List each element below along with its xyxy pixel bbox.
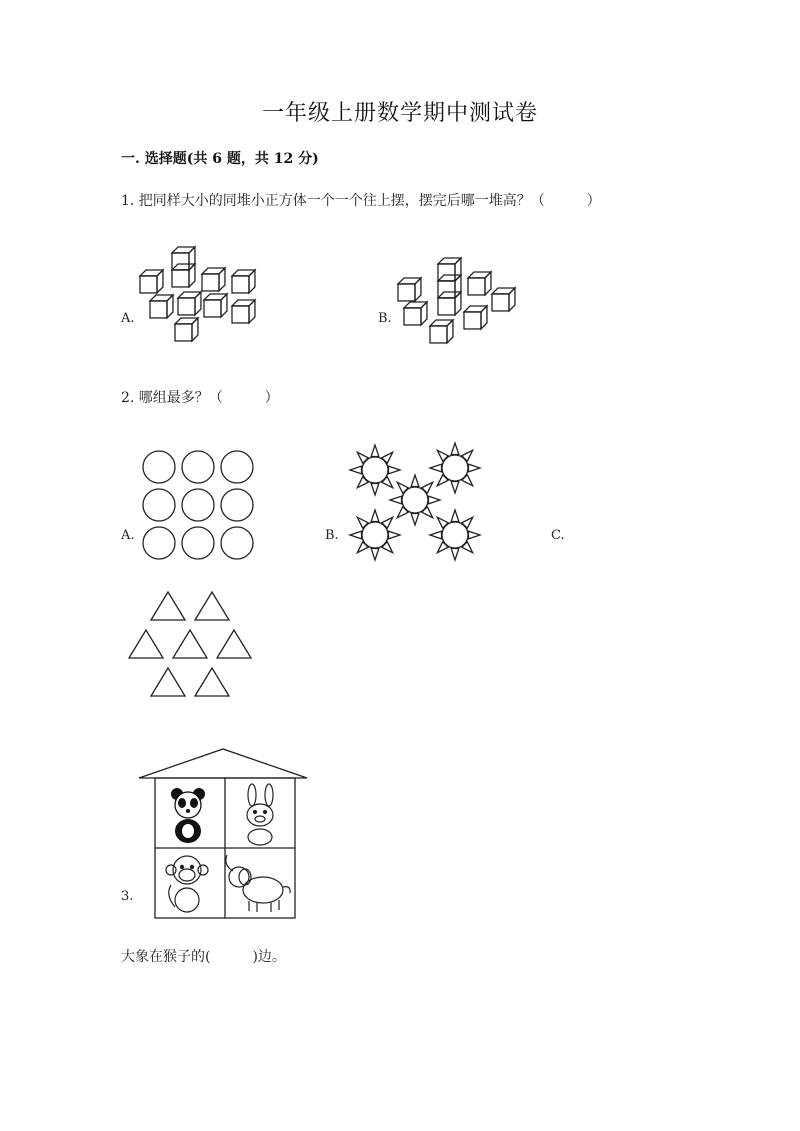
- question-2-option-c-label: C.: [551, 528, 565, 543]
- question-3-number: 3.: [121, 889, 134, 904]
- house-roof: [139, 749, 307, 778]
- monkey-icon: [166, 856, 208, 912]
- triangle-icon: [151, 592, 185, 620]
- cube-pile-a-figure: [130, 240, 270, 340]
- triangle-icon: [151, 668, 185, 696]
- animal-house-figure: [135, 745, 310, 920]
- cube-icon: [468, 272, 491, 295]
- circle-icon: [221, 489, 253, 521]
- circle-icon: [182, 489, 214, 521]
- section-heading: 一. 选择题(共 6 题，共 12 分): [121, 151, 319, 167]
- circle-icon: [143, 527, 175, 559]
- cube-icon: [150, 295, 173, 318]
- page-title: 一年级上册数学期中测试卷: [261, 101, 538, 126]
- sun-icon: [430, 443, 480, 493]
- question-1-option-a-label: A.: [121, 311, 135, 326]
- sun-icon: [430, 510, 480, 560]
- cube-icon: [140, 270, 163, 293]
- triangle-icon: [195, 592, 229, 620]
- circle-group-figure: [140, 448, 265, 568]
- sun-icon: [350, 510, 400, 560]
- cube-icon: [430, 320, 453, 343]
- triangle-group-figure: [128, 590, 258, 700]
- sun-icon: [350, 445, 400, 495]
- circle-icon: [182, 527, 214, 559]
- panda-icon: [171, 788, 205, 843]
- cube-icon: [178, 292, 201, 315]
- cube-icon: [492, 288, 515, 311]
- triangle-icon: [195, 668, 229, 696]
- cube-icon: [464, 306, 487, 329]
- cube-icon: [202, 268, 225, 291]
- question-1-option-b-label: B.: [378, 311, 392, 326]
- circle-icon: [221, 527, 253, 559]
- question-2-text: 2. 哪组最多？（ ）: [121, 390, 279, 406]
- triangle-icon: [129, 630, 163, 658]
- triangle-icon: [217, 630, 251, 658]
- circle-icon: [143, 451, 175, 483]
- question-1-text: 1. 把同样大小的同堆小正方体一个一个往上摆，摆完后哪一堆高？（ ）: [121, 193, 601, 209]
- question-2-option-a-label: A.: [121, 528, 135, 543]
- cube-icon: [438, 292, 461, 315]
- circle-icon: [182, 451, 214, 483]
- cube-icon: [232, 300, 255, 323]
- cube-icon: [404, 302, 427, 325]
- circle-icon: [143, 489, 175, 521]
- cube-icon: [398, 278, 421, 301]
- cube-pile-b-figure: [390, 250, 530, 350]
- circle-icon: [221, 451, 253, 483]
- sun-group-figure: [345, 440, 490, 565]
- question-2-option-b-label: B.: [325, 528, 339, 543]
- triangle-icon: [173, 630, 207, 658]
- sun-icon: [390, 475, 440, 525]
- cube-icon: [204, 294, 227, 317]
- elephant-icon: [226, 855, 290, 912]
- question-3-text: 大象在猴子的( )边。: [121, 949, 286, 965]
- cube-icon: [232, 270, 255, 293]
- pig-icon: [247, 784, 273, 845]
- cube-icon: [172, 264, 195, 287]
- cube-icon: [175, 318, 198, 341]
